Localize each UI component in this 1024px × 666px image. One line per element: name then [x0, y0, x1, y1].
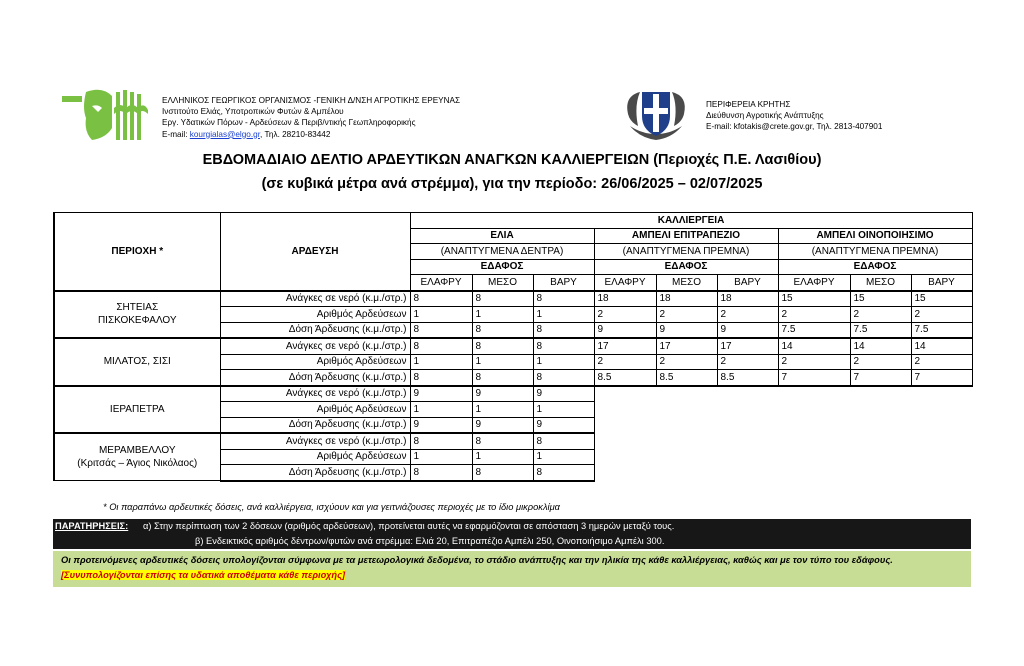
region-name — [54, 338, 220, 386]
value-cell: 7 — [778, 370, 850, 386]
value-cell: 8.5 — [594, 370, 656, 386]
empty-area — [594, 465, 972, 481]
value-cell: 7.5 — [778, 322, 850, 338]
org-right-line-2: Διεύθυνση Αγροτικής Ανάπτυξης — [706, 111, 824, 121]
empty-area — [594, 449, 972, 465]
region-name-line: (Κριτσάς – Άγιος Νικόλαος) — [77, 458, 198, 469]
value-cell: 2 — [656, 354, 717, 370]
region-name-line: ΣΗΤΕΙΑΣ — [116, 302, 159, 314]
value-cell: 1 — [472, 307, 533, 323]
region-name — [54, 291, 220, 339]
soil-type-light: ΕΛΑΦΡΥ — [778, 275, 850, 291]
crop-sub-wine-grape: (ΑΝΑΠΤΥΓΜΕΝΑ ΠΡΕΜΝΑ) — [778, 244, 972, 260]
region-name-line: ΠΙΣΚΟΚΕΦΑΛΟΥ — [97, 315, 177, 327]
header-left — [62, 86, 482, 146]
value-cell: 1 — [410, 402, 472, 418]
value-cell: 2 — [911, 354, 972, 370]
row-label-irrigation-dose: Δόση Άρδευσης (κ.μ./στρ.) — [220, 370, 410, 386]
value-cell: 18 — [656, 291, 717, 307]
greek-coat-of-arms-icon — [620, 86, 692, 142]
region-name-line: ΜΙΛΑΤΟΣ, ΣΙΣΙ — [103, 356, 171, 368]
value-cell: 9 — [594, 322, 656, 338]
value-cell: 1 — [472, 402, 533, 418]
soil-type-medium: ΜΕΣΟ — [472, 275, 533, 291]
row-label-water-needs: Ανάγκες σε νερό (κ.μ./στρ.) — [220, 291, 410, 307]
value-cell: 18 — [717, 291, 778, 307]
value-cell: 8 — [472, 322, 533, 338]
org-right-line-3: E-mail: kfotakis@crete.gov.gr, Τηλ. 2813-407901 — [706, 122, 883, 132]
value-cell: 2 — [717, 354, 778, 370]
soil-type-heavy: ΒΑΡΥ — [717, 275, 778, 291]
value-cell: 8 — [410, 322, 472, 338]
row-label-irrigation-count: Αριθμός Αρδεύσεων — [220, 307, 410, 323]
org-right-line-1: ΠΕΡΙΦΕΡΕΙΑ ΚΡΗΤΗΣ — [706, 100, 791, 109]
empty-area — [594, 386, 972, 402]
row-label-water-needs: Ανάγκες σε νερό (κ.μ./στρ.) — [220, 433, 410, 449]
soil-type-heavy: ΒΑΡΥ — [533, 275, 594, 291]
irrigation-table — [53, 212, 973, 482]
value-cell: 8.5 — [717, 370, 778, 386]
soil-type-medium: ΜΕΣΟ — [850, 275, 911, 291]
value-cell: 9 — [533, 386, 594, 402]
value-cell: 14 — [911, 338, 972, 354]
value-cell: 1 — [533, 354, 594, 370]
phone-text: , Τηλ. 28210-83442 — [259, 129, 331, 139]
soil-label: ΕΔΑΦΟΣ — [410, 259, 594, 275]
soil-type-medium: ΜΕΣΟ — [656, 275, 717, 291]
value-cell: 8 — [533, 338, 594, 354]
value-cell: 2 — [594, 354, 656, 370]
value-cell: 2 — [778, 307, 850, 323]
crop-name-wine-grape: ΑΜΠΕΛΙ ΟΙΝΟΠΟΙΗΣΙΜΟ — [778, 228, 972, 244]
value-cell: 14 — [850, 338, 911, 354]
region-name — [54, 433, 220, 481]
footnote: * Οι παραπάνω αρδευτικές δόσεις, ανά καλλιέργεια, ισχύουν και για γειτνιάζουσες περιοχές με το ίδιο μικροκλίμα — [103, 502, 560, 512]
empty-area — [594, 402, 972, 418]
value-cell: 8.5 — [656, 370, 717, 386]
value-cell: 15 — [911, 291, 972, 307]
org-right-text — [706, 99, 882, 133]
value-cell: 2 — [850, 354, 911, 370]
value-cell: 7 — [911, 370, 972, 386]
value-cell: 2 — [778, 354, 850, 370]
value-cell: 8 — [410, 338, 472, 354]
table-row — [54, 433, 972, 449]
value-cell: 8 — [410, 465, 472, 481]
email-link[interactable]: kourgialas@elgo.gr — [189, 129, 260, 139]
value-cell: 2 — [656, 307, 717, 323]
value-cell: 9 — [656, 322, 717, 338]
crop-sub-table-grape: (ΑΝΑΠΤΥΓΜΕΝΑ ΠΡΕΜΝΑ) — [594, 244, 778, 260]
remarks-line-2: β) Ενδεικτικός αριθμός δέντρων/φυτών ανά στρέμμα: Ελιά 20, Επιτραπέζιο Αμπέλι 250, Οινοποιήσιμο Αμπέλι 300. — [195, 536, 665, 546]
elgo-logo-icon — [62, 88, 150, 142]
value-cell: 1 — [533, 402, 594, 418]
empty-area — [594, 417, 972, 433]
email-label: E-mail: — [162, 129, 190, 139]
value-cell: 8 — [533, 322, 594, 338]
value-cell: 1 — [533, 449, 594, 465]
crop-name-olive: ΕΛΙΑ — [410, 228, 594, 244]
region-column-header: ΠΕΡΙΟΧΗ * — [54, 213, 220, 291]
row-label-irrigation-count: Αριθμός Αρδεύσεων — [220, 449, 410, 465]
row-label-irrigation-count: Αριθμός Αρδεύσεων — [220, 402, 410, 418]
region-name — [54, 386, 220, 434]
value-cell: 14 — [778, 338, 850, 354]
value-cell: 17 — [717, 338, 778, 354]
value-cell: 1 — [410, 449, 472, 465]
value-cell: 1 — [533, 307, 594, 323]
irrigation-column-header: ΑΡΔΕΥΣΗ — [220, 213, 410, 291]
value-cell: 17 — [656, 338, 717, 354]
empty-area — [594, 433, 972, 449]
value-cell: 8 — [410, 291, 472, 307]
value-cell: 8 — [472, 370, 533, 386]
document-subtitle: (σε κυβικά μέτρα ανά στρέμμα), για την περίοδο: 26/06/2025 – 02/07/2025 — [261, 176, 763, 192]
row-label-irrigation-count: Αριθμός Αρδεύσεων — [220, 354, 410, 370]
org-left-line-1: ΕΛΛΗΝΙΚΟΣ ΓΕΩΡΓΙΚΟΣ ΟΡΓΑΝΙΣΜΟΣ -ΓΕΝΙΚΗ Δ/ΝΣΗ ΑΓΡΟΤΙΚΗΣ ΕΡΕΥΝΑΣ — [162, 96, 461, 105]
value-cell: 2 — [594, 307, 656, 323]
remarks-line-1: α) Στην περίπτωση των 2 δόσεων (αριθμός αρδεύσεων), προτείνεται αυτές να εφαρμόζονται σε απόσταση 3 ημερών μεταξύ τους. — [143, 521, 675, 531]
value-cell: 15 — [850, 291, 911, 307]
value-cell: 1 — [472, 354, 533, 370]
value-cell: 9 — [410, 386, 472, 402]
crops-header: ΚΑΛΛΙΕΡΓΕΙΑ — [410, 213, 972, 229]
calculation-note-text: Οι προτεινόμενες αρδευτικές δόσεις υπολογίζονται σύμφωνα με τα μετεωρολογικά δεδομένα, το στάδιο ανάπτυξης και την ηλικία της κάθε καλλιέργειας, καθώς και με τον τύπο του εδάφους. — [61, 555, 893, 565]
value-cell: 7.5 — [911, 322, 972, 338]
value-cell: 8 — [533, 370, 594, 386]
value-cell: 8 — [533, 291, 594, 307]
value-cell: 8 — [533, 465, 594, 481]
row-label-water-needs: Ανάγκες σε νερό (κ.μ./στρ.) — [220, 386, 410, 402]
row-label-irrigation-dose: Δόση Άρδευσης (κ.μ./στρ.) — [220, 417, 410, 433]
value-cell: 9 — [472, 417, 533, 433]
value-cell: 8 — [533, 433, 594, 449]
calculation-note — [53, 551, 971, 587]
header-right — [620, 86, 960, 146]
value-cell: 2 — [911, 307, 972, 323]
value-cell: 8 — [472, 433, 533, 449]
remarks-row-2 — [53, 534, 971, 549]
value-cell: 15 — [778, 291, 850, 307]
value-cell: 8 — [472, 338, 533, 354]
row-label-irrigation-dose: Δόση Άρδευσης (κ.μ./στρ.) — [220, 465, 410, 481]
remarks-box — [53, 519, 971, 549]
table-row — [54, 338, 972, 354]
org-left-contact — [162, 129, 460, 140]
soil-type-light: ΕΛΑΦΡΥ — [594, 275, 656, 291]
crop-sub-olive: (ΑΝΑΠΤΥΓΜΕΝΑ ΔΕΝΤΡΑ) — [410, 244, 594, 260]
value-cell: 9 — [472, 386, 533, 402]
soil-label: ΕΔΑΦΟΣ — [778, 259, 972, 275]
value-cell: 9 — [717, 322, 778, 338]
remarks-row-1 — [53, 519, 971, 534]
region-name-line: ΜΕΡΑΜΒΕΛΛΟΥ — [98, 445, 176, 456]
document-title: ΕΒΔΟΜΑΔΙΑΙΟ ΔΕΛΤΙΟ ΑΡΔΕΥΤΙΚΩΝ ΑΝΑΓΚΩΝ ΚΑΛΛΙΕΡΓΕΙΩΝ (Περιοχές Π.Ε. Λασιθίου) — [202, 152, 822, 168]
value-cell: 8 — [410, 370, 472, 386]
remarks-label: ΠΑΡΑΤΗΡΗΣΕΙΣ: — [55, 521, 129, 531]
value-cell: 1 — [472, 449, 533, 465]
value-cell: 9 — [533, 417, 594, 433]
value-cell: 8 — [472, 465, 533, 481]
crop-name-table-grape: ΑΜΠΕΛΙ ΕΠΙΤΡΑΠΕΖΙΟ — [594, 228, 778, 244]
soil-label: ΕΔΑΦΟΣ — [594, 259, 778, 275]
value-cell: 17 — [594, 338, 656, 354]
value-cell: 8 — [410, 433, 472, 449]
value-cell: 1 — [410, 307, 472, 323]
value-cell: 8 — [472, 291, 533, 307]
soil-type-heavy: ΒΑΡΥ — [911, 275, 972, 291]
region-name-line: ΙΕΡΑΠΕΤΡΑ — [109, 403, 165, 415]
calculation-note-highlight: [Συνυπολογίζονται επίσης τα υδατικά αποθέματα κάθε περιοχής] — [61, 570, 346, 580]
value-cell: 7 — [850, 370, 911, 386]
org-left-line-3: Εργ. Υδατικών Πόρων - Αρδεύσεων & Περιβ/ντικής Γεωπληροφορικής — [162, 118, 416, 128]
row-label-irrigation-dose: Δόση Άρδευσης (κ.μ./στρ.) — [220, 322, 410, 338]
value-cell: 2 — [717, 307, 778, 323]
table-row — [54, 386, 972, 402]
row-label-water-needs: Ανάγκες σε νερό (κ.μ./στρ.) — [220, 338, 410, 354]
value-cell: 2 — [850, 307, 911, 323]
value-cell: 9 — [410, 417, 472, 433]
value-cell: 18 — [594, 291, 656, 307]
table-row — [54, 291, 972, 307]
org-left-text — [162, 95, 460, 140]
org-left-line-2: Ινστιτούτο Ελιάς, Υποτροπικών Φυτών & Αμπέλου — [162, 107, 344, 117]
value-cell: 7.5 — [850, 322, 911, 338]
soil-type-light: ΕΛΑΦΡΥ — [410, 275, 472, 291]
value-cell: 1 — [410, 354, 472, 370]
